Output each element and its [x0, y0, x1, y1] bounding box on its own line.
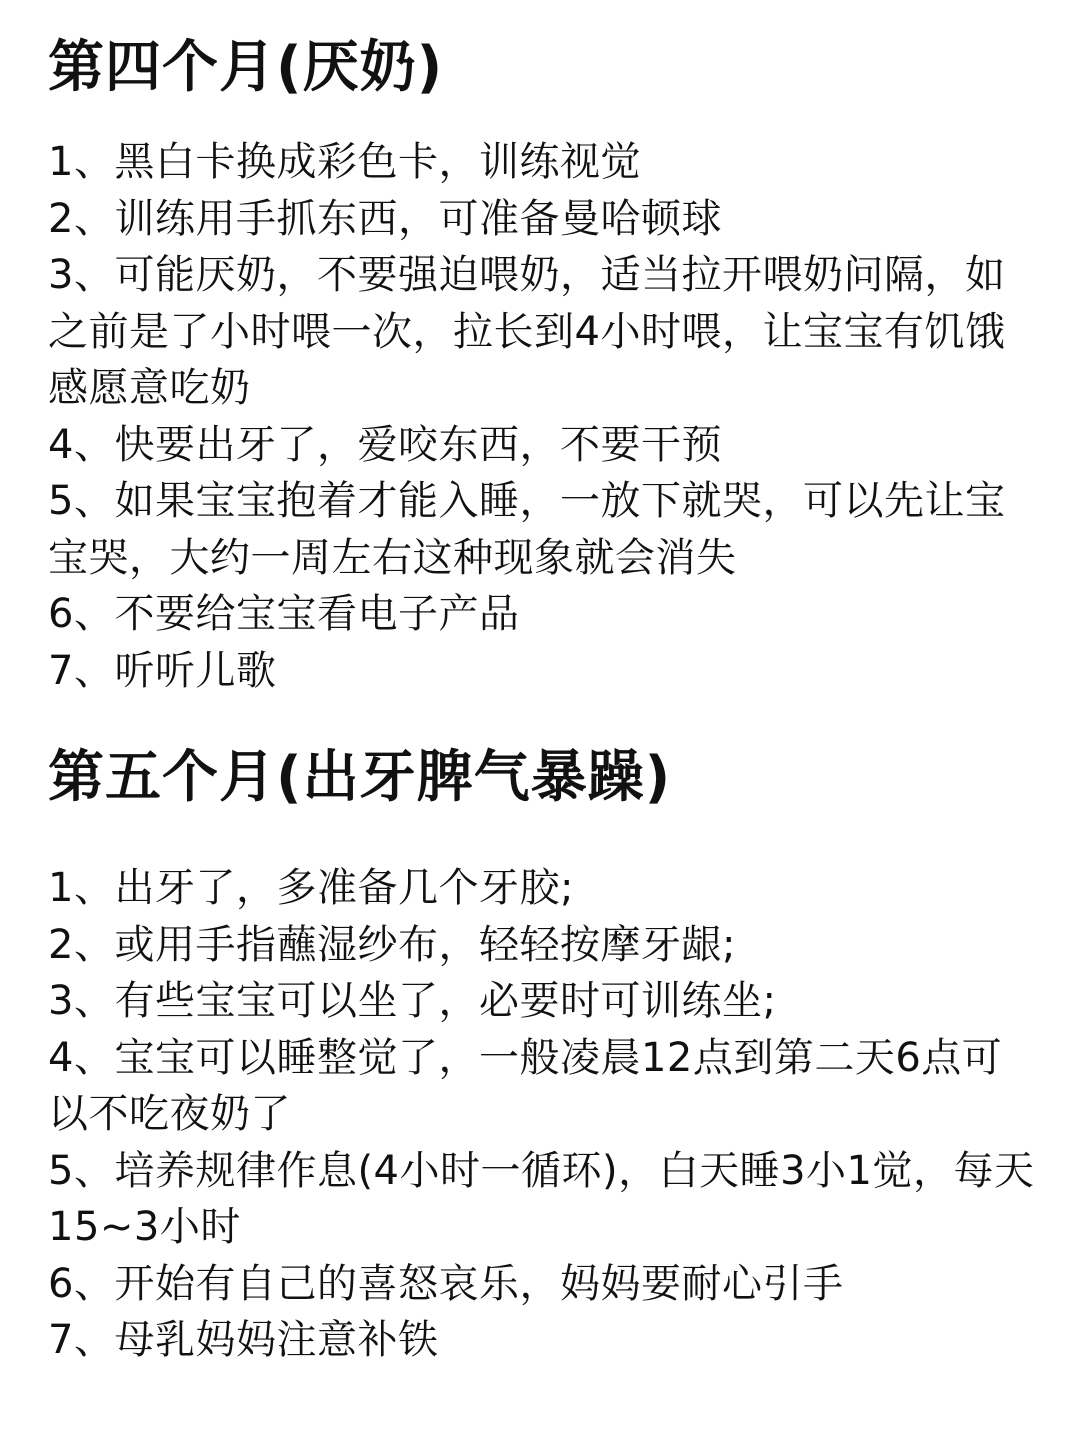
list-item: 6、开始有自己的喜怒哀乐，妈妈要耐心引手 — [48, 1260, 844, 1307]
list-item: 4、快要出牙了，爱咬东西，不要干预 — [48, 421, 722, 468]
section-title: 第四个月(厌奶) — [48, 35, 444, 100]
list-item: 5、如果宝宝抱着才能入睡，一放下就哭，可以先让宝宝哭，大约一周左右这种现象就会消失 — [48, 478, 1006, 581]
section-month-5 — [48, 738, 1038, 1369]
list-item: 4、宝宝可以睡整觉了，一般凌晨12点到第二天6点可以不吃夜奶了 — [48, 1034, 1003, 1137]
list-item: 7、母乳妈妈注意补铁 — [48, 1317, 439, 1363]
tips-list — [48, 134, 1038, 699]
list-item: 2、或用手指蘸湿纱布，轻轻按摩牙龈; — [48, 921, 736, 968]
list-item: 1、黑白卡换成彩色卡，训练视觉 — [48, 139, 641, 185]
section-month-4 — [48, 28, 1038, 699]
tips-list — [48, 860, 1038, 1369]
list-item: 6、不要给宝宝看电子产品 — [48, 591, 520, 637]
list-item: 7、听听儿歌 — [48, 647, 277, 694]
list-item: 3、可能厌奶，不要强迫喂奶，适当拉开喂奶问隔，如之前是了小时喂一次，拉长到4小时喂，让宝宝有饥饿感愿意吃奶 — [48, 252, 1006, 411]
list-item: 5、培养规律作息(4小时一循环)，白天睡3小1觉，每天15~3小时 — [48, 1147, 1035, 1250]
list-item: 2、训练用手抓东西，可准备曼哈顿球 — [48, 195, 722, 242]
list-item: 3、有些宝宝可以坐了，必要时可训练坐; — [48, 978, 777, 1024]
list-item: 1、出牙了，多准备几个牙胶; — [48, 865, 574, 911]
section-title: 第五个月(出牙脾气暴躁) — [48, 745, 672, 810]
